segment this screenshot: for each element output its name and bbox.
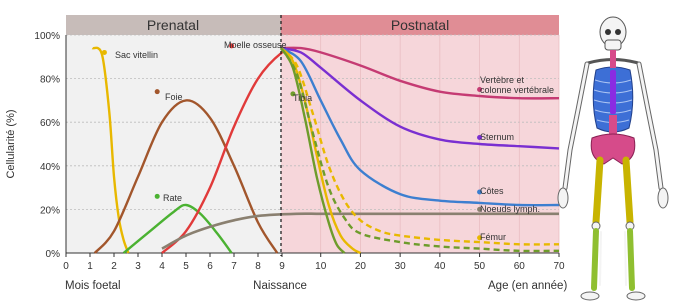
skeleton-foot-right [627, 292, 645, 300]
skeleton-fibula-left [600, 232, 601, 285]
y-tick-label: 60% [39, 118, 60, 130]
skeleton-arm-left-inner [565, 64, 587, 188]
y-tick-label: 20% [39, 205, 60, 217]
postnatal-background [281, 35, 559, 253]
label-vertebre-1: Vertèbre et [480, 75, 525, 85]
label-foie: Foie [165, 92, 183, 102]
skeleton-hand-right [658, 188, 668, 208]
x-tick-label: 40 [434, 261, 446, 272]
x-tick-label: 50 [474, 261, 486, 272]
series-marker-rate [155, 194, 160, 199]
x-tick-label: 0 [63, 261, 69, 272]
y-tick-label: 0% [45, 249, 60, 260]
y-tick-label: 40% [39, 161, 60, 173]
series-marker-sac-vitellin [102, 50, 107, 55]
skeleton-tibia-right [630, 231, 632, 288]
x-tick-label: 20 [354, 261, 366, 272]
x-tick-label: 5 [183, 261, 189, 272]
x-tick-label: 10 [315, 261, 327, 272]
x-tick-label: 4 [159, 261, 165, 272]
skeleton-femur-right [626, 160, 630, 222]
x-tick-label: 8 [255, 261, 261, 272]
skeleton-jaw [605, 40, 621, 50]
skeleton-eye-right [615, 29, 621, 35]
skeleton-spine [610, 50, 616, 68]
label-sternum: Sternum [480, 132, 515, 142]
y-axis-label: Cellularité (%) [5, 109, 17, 179]
label-sac-vitellin: Sac vitellin [115, 50, 159, 60]
series-marker-foie [155, 89, 160, 94]
skeleton-illustration [558, 17, 668, 300]
label-cotes: Côtes [480, 186, 504, 196]
skeleton-hand-left [558, 188, 568, 208]
x-tick-label: 9 [279, 261, 285, 272]
skeleton-fibula-right [625, 232, 626, 285]
prenatal-label: Prenatal [146, 17, 200, 33]
skeleton-foot-left [581, 292, 599, 300]
skeleton-femur-left [596, 160, 600, 222]
y-tick-label: 100% [34, 31, 60, 42]
x-tick-label: 7 [231, 261, 237, 272]
label-noeuds: Noeuds lymph. [480, 204, 541, 214]
skeleton-arm-right-inner [639, 64, 661, 188]
x-tick-label: 30 [394, 261, 406, 272]
label-tibia: Tibia [293, 93, 313, 103]
x-tick-label: 3 [135, 261, 141, 272]
prenatal-background [66, 35, 281, 253]
label-moelle: Moelle osseuse [224, 40, 287, 50]
label-vertebre-2: colonne vertébrale [480, 85, 555, 95]
x-label-prenatal: Mois foetal [65, 280, 121, 292]
x-tick-label: 60 [513, 261, 525, 272]
skeleton-tibia-left [594, 231, 596, 288]
x-tick-label: 6 [207, 261, 213, 272]
x-tick-label: 1 [87, 261, 93, 272]
skeleton-eye-left [605, 29, 611, 35]
x-tick-label: 70 [553, 261, 565, 272]
y-tick-label: 80% [39, 74, 60, 86]
label-femur: Fémur [480, 232, 507, 242]
x-label-postnatal: Age (en année) [488, 280, 568, 292]
x-label-birth: Naissance [253, 280, 307, 292]
postnatal-label: Postnatal [390, 17, 450, 33]
label-rate: Rate [163, 193, 183, 203]
skeleton-sternum [610, 70, 616, 114]
x-tick-label: 2 [111, 261, 117, 272]
